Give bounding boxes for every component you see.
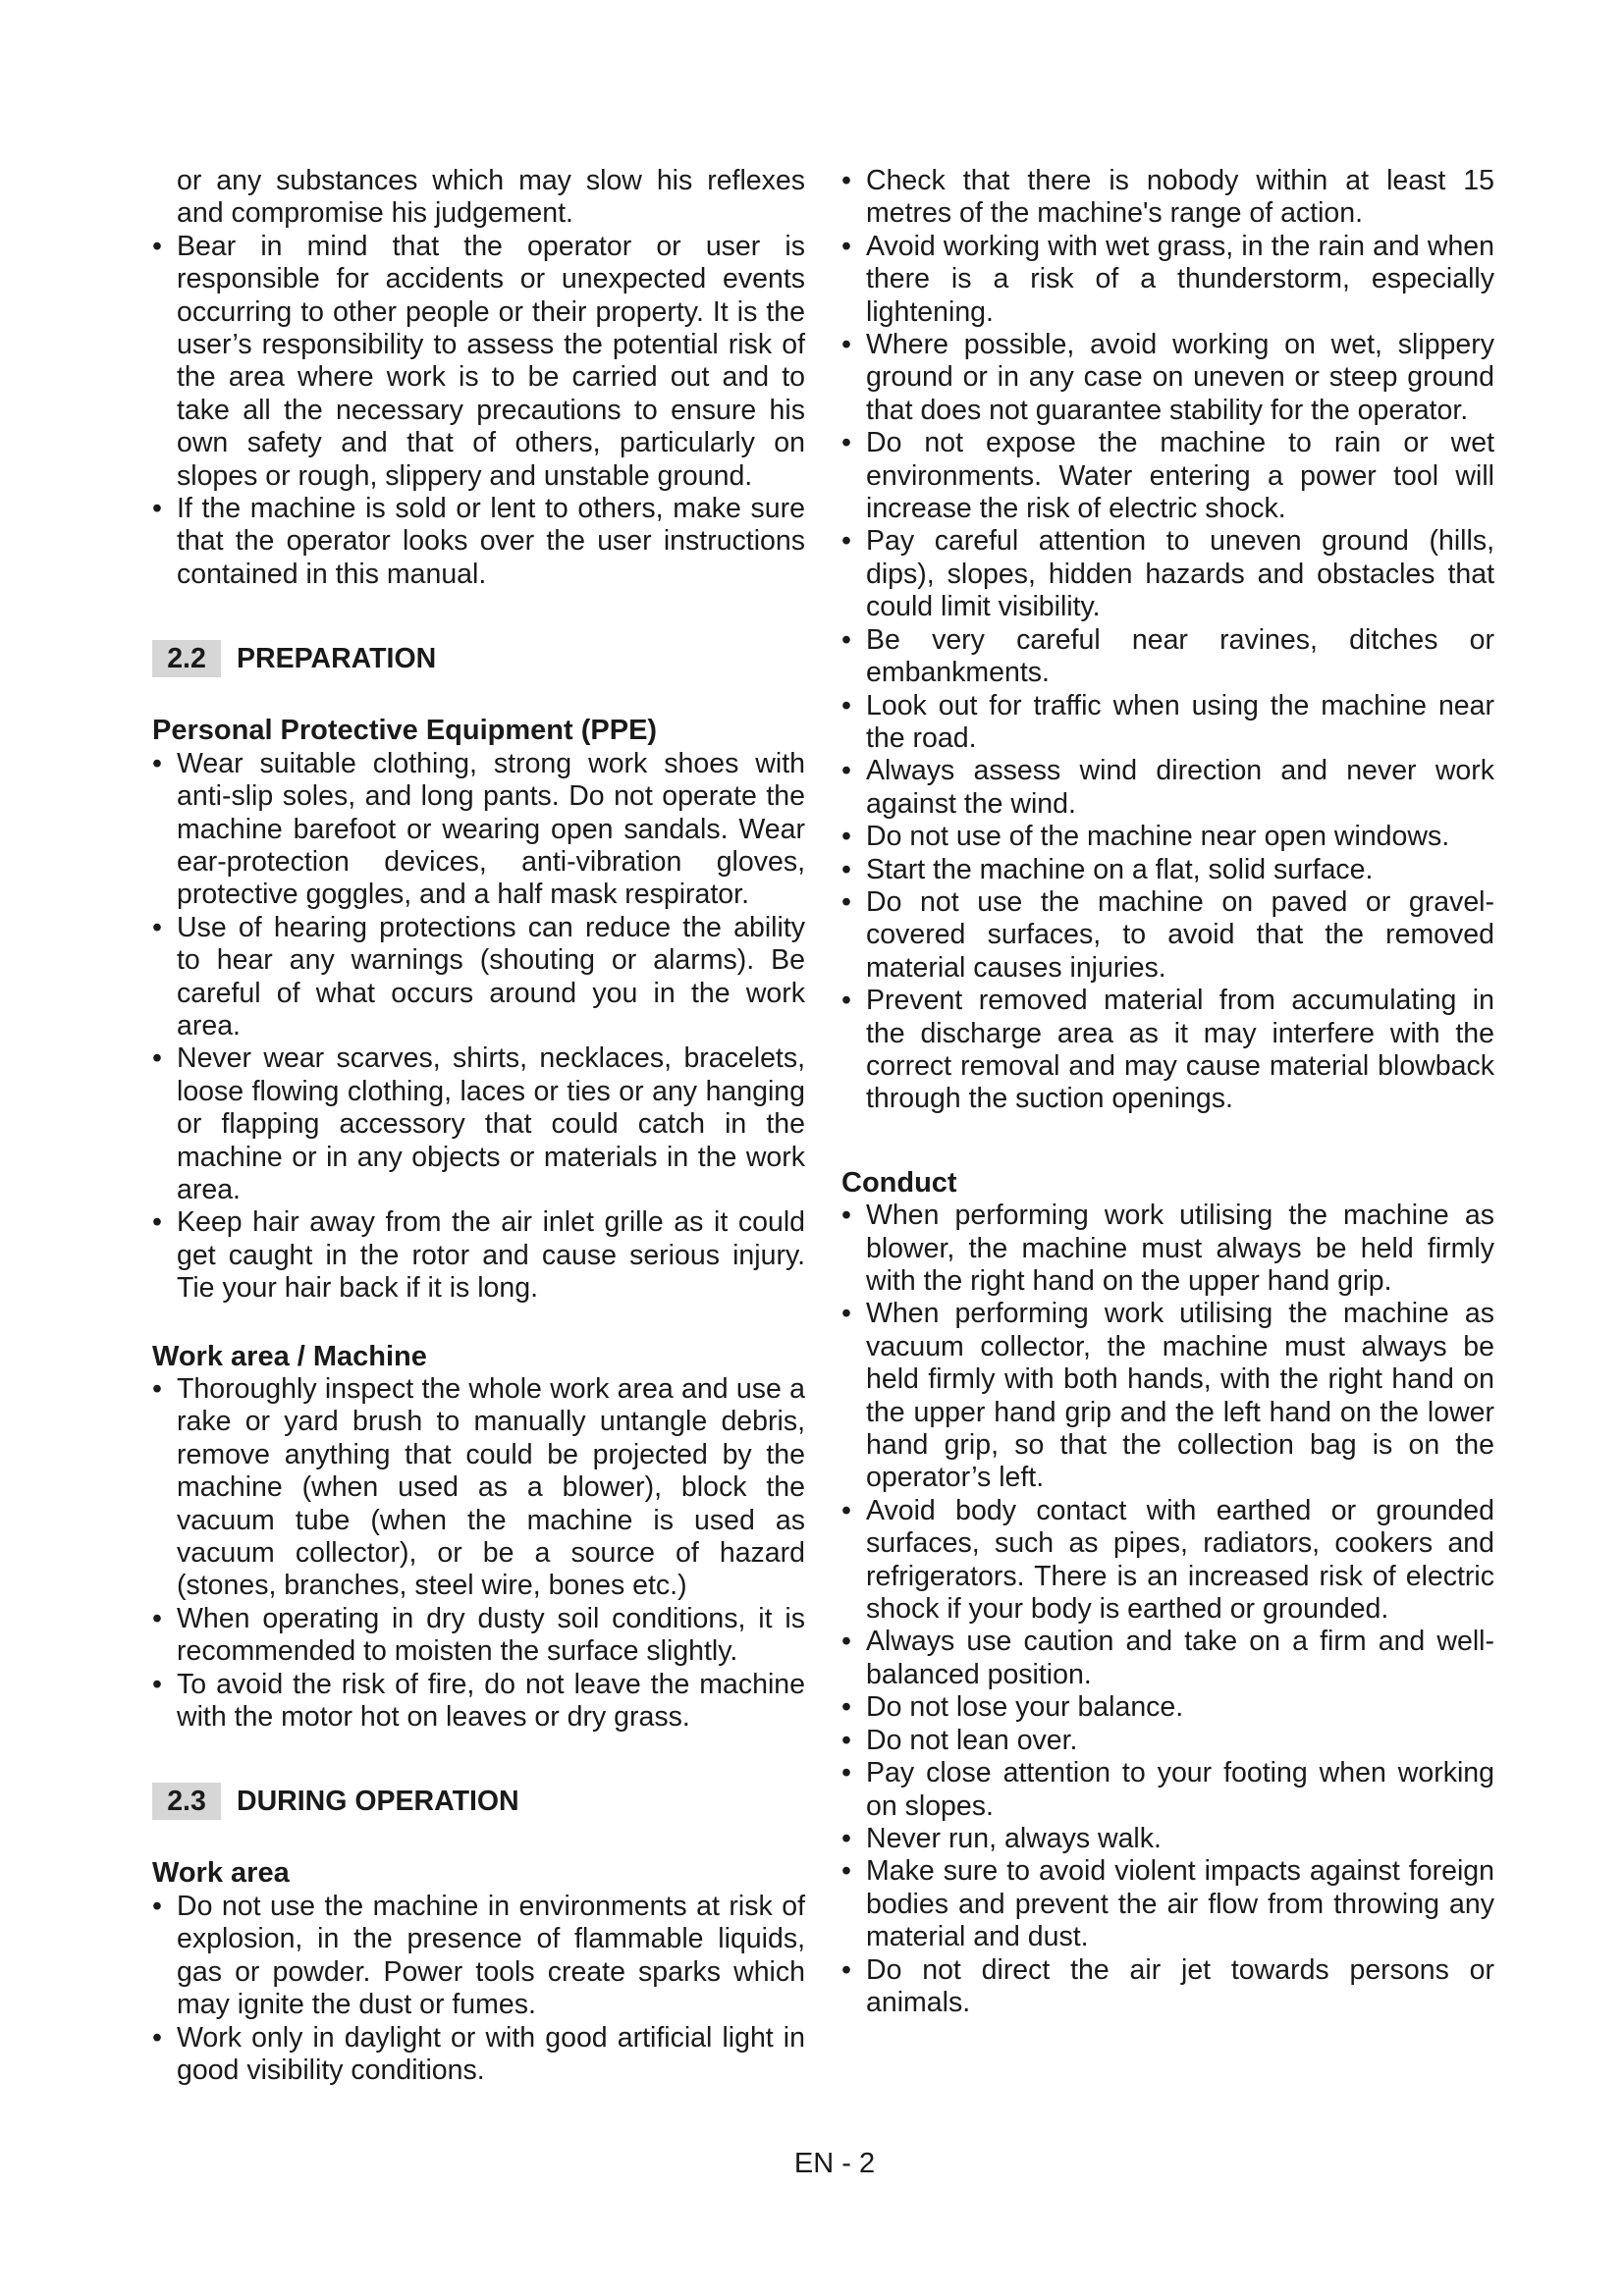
- conduct-bullet-list: [841, 1200, 1494, 2019]
- list-item: • Avoid working with wet grass, in the rain and when there is a risk of a thunderstorm, especially lightening.: [841, 231, 1494, 329]
- list-item: • Wear suitable clothing, strong work shoes with anti-slip soles, and long pants. Do not operate the machine barefoot or wearing open sandals. Wear ear-protection devices, anti-vibration gloves, protective goggles, and a half mask respirator.: [152, 748, 805, 912]
- page-number: EN - 2: [793, 2148, 876, 2179]
- workarea-heading: Work area: [152, 1857, 290, 1890]
- section-title: PREPARATION: [237, 642, 437, 674]
- list-item: • Check that there is nobody within at least 15 metres of the machine's range of action.: [841, 165, 1494, 231]
- section-number: 2.3: [152, 1783, 221, 1820]
- list-item: • Make sure to avoid violent impacts against foreign bodies and prevent the air flow from throwing any material and dust.: [841, 1855, 1494, 1953]
- list-item: • Use of hearing protections can reduce the ability to hear any warnings (shouting or alarms). Be careful of what occurs around you in the work area.: [152, 912, 805, 1043]
- workarea-machine-bullet-list: [152, 1373, 805, 1734]
- intro-continuation: or any substances which may slow his reflexes and compromise his judgement.: [177, 165, 805, 230]
- list-item: • Do not use the machine on paved or gravel-covered surfaces, to avoid that the removed material causes injuries.: [841, 886, 1494, 985]
- list-item: • If the machine is sold or lent to others, make sure that the operator looks over the user instructions contained in this manual.: [152, 493, 805, 591]
- ppe-bullet-list: [152, 748, 805, 1306]
- list-item: • Work only in daylight or with good artificial light in good visibility conditions.: [152, 2022, 805, 2088]
- list-item: • Pay careful attention to uneven ground (hills, dips), slopes, hidden hazards and obstacles that could limit visibility.: [841, 525, 1494, 623]
- list-item: • Where possible, avoid working on wet, slippery ground or in any case on uneven or steep ground that does not guarantee stability for the operator.: [841, 329, 1494, 427]
- section-heading-2-3: [152, 1783, 805, 1820]
- ppe-heading: Personal Protective Equipment (PPE): [152, 715, 658, 747]
- list-item: • Start the machine on a flat, solid surface.: [841, 854, 1494, 886]
- workarea-bullet-list: [152, 1891, 805, 2087]
- list-item: • Never wear scarves, shirts, necklaces, bracelets, loose flowing clothing, laces or ties or any hanging or flapping accessory that could catch in the machine or in any objects or materials in the work area.: [152, 1042, 805, 1206]
- list-item: • Do not use the machine in environments at risk of explosion, in the presence of flammable liquids, gas or powder. Power tools create sparks which may ignite the dust or fumes.: [152, 1891, 805, 2022]
- section-heading-2-2: [152, 640, 805, 677]
- list-item: • Always assess wind direction and never work against the wind.: [841, 755, 1494, 821]
- workarea-continued-bullet-list: [841, 165, 1494, 1116]
- list-item: • Be very careful near ravines, ditches or embankments.: [841, 624, 1494, 690]
- list-item: • When performing work utilising the machine as blower, the machine must always be held firmly with the right hand on the upper hand grip.: [841, 1200, 1494, 1298]
- workarea-machine-heading: Work area / Machine: [152, 1340, 427, 1372]
- list-item: • Do not direct the air jet towards persons or animals.: [841, 1954, 1494, 2020]
- list-item: • Do not lean over.: [841, 1725, 1494, 1757]
- conduct-heading: Conduct: [841, 1166, 957, 1199]
- list-item: • Do not expose the machine to rain or wet environments. Water entering a power tool will increase the risk of electric shock.: [841, 427, 1494, 525]
- list-item: • Avoid body contact with earthed or grounded surfaces, such as pipes, radiators, cookers and refrigerators. There is an increased risk of electric shock if your body is earthed or grounded.: [841, 1495, 1494, 1627]
- list-item: • Never run, always walk.: [841, 1823, 1494, 1855]
- left-column: [152, 165, 805, 2087]
- right-column: [841, 165, 1494, 2019]
- list-item: • Prevent removed material from accumulating in the discharge area as it may interfere with the correct removal and may cause material blowback through the suction openings.: [841, 985, 1494, 1116]
- list-item: • When performing work utilising the machine as vacuum collector, the machine must always be held firmly with both hands, with the right hand on the upper hand grip and the left hand on the lower hand grip, so that the collection bag is on the operator’s left.: [841, 1298, 1494, 1494]
- list-item: • Do not lose your balance.: [841, 1691, 1494, 1724]
- intro-bullet-list: [152, 231, 805, 591]
- list-item: • When operating in dry dusty soil conditions, it is recommended to moisten the surface slightly.: [152, 1603, 805, 1669]
- list-item: • Look out for traffic when using the machine near the road.: [841, 690, 1494, 756]
- section-title: DURING OPERATION: [237, 1785, 519, 1817]
- list-item: • To avoid the risk of fire, do not leave the machine with the motor hot on leaves or dry grass.: [152, 1669, 805, 1735]
- list-item: • Keep hair away from the air inlet grille as it could get caught in the rotor and cause serious injury. Tie your hair back if it is long.: [152, 1206, 805, 1305]
- list-item: • Always use caution and take on a firm and well-balanced position.: [841, 1626, 1494, 1691]
- list-item: • Thoroughly inspect the whole work area and use a rake or yard brush to manually untangle debris, remove anything that could be projected by the machine (when used as a blower), block the vacuum tube (when the machine is used as vacuum collector), or be a source of hazard (stones, branches, steel wire, bones etc.): [152, 1373, 805, 1603]
- list-item: • Pay close attention to your footing when working on slopes.: [841, 1757, 1494, 1823]
- list-item: • Bear in mind that the operator or user is responsible for accidents or unexpected events occurring to other people or their property. It is the user’s responsibility to assess the potential risk of the area where work is to be carried out and to take all the necessary precautions to ensure his own safety and that of others, particularly on slopes or rough, slippery and unstable ground.: [152, 231, 805, 493]
- section-number: 2.2: [152, 640, 221, 677]
- list-item: • Do not use of the machine near open windows.: [841, 821, 1494, 853]
